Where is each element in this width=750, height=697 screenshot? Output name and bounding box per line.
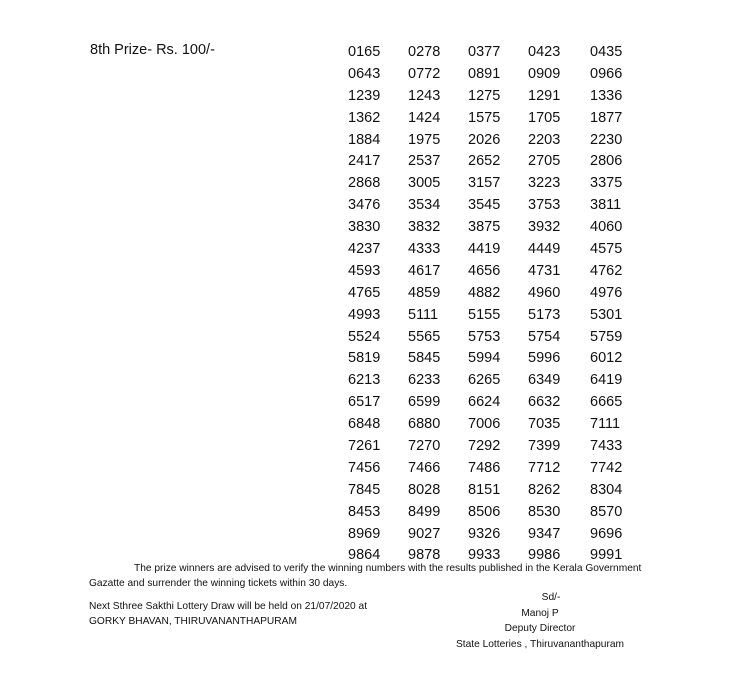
ticket-number: 7712 [528,459,561,476]
ticket-number: 3832 [408,219,441,236]
ticket-number: 5173 [528,306,561,323]
ticket-number: 0165 [348,44,381,60]
ticket-number: 3545 [468,197,501,214]
ticket-number: 8570 [590,503,623,520]
ticket-number: 3476 [348,197,381,214]
ticket-number: 5845 [408,350,441,367]
ticket-number: 1291 [528,87,561,104]
ticket-number: 6848 [348,416,381,433]
ticket-number: 0643 [348,65,381,82]
ticket-number: 0423 [528,44,561,60]
ticket-number: 4976 [590,284,623,301]
ticket-number: 2705 [528,153,561,170]
ticket-number: 7270 [408,438,441,455]
ticket-number: 5111 [408,306,439,323]
ticket-number: 8499 [408,503,441,520]
ticket-number: 7742 [590,459,623,476]
ticket-number: 0772 [408,65,441,82]
ticket-number: 5819 [348,350,381,367]
ticket-number: 6880 [408,416,441,433]
winners-advice [89,561,669,591]
next-draw-line-1: Next Sthree Sakthi Lottery Draw will be held on 21/07/2020 at [89,601,368,612]
ticket-number: 1975 [408,131,441,148]
ticket-number: 2417 [348,153,381,170]
ticket-number: 4765 [348,284,381,301]
ticket-number: 3223 [528,175,561,192]
next-draw-notice [89,600,367,629]
ticket-number: 0278 [408,44,441,60]
ticket-number: 9986 [528,547,561,564]
ticket-number: 7399 [528,438,561,455]
ticket-number: 1243 [408,87,441,104]
signature-block [440,590,640,652]
ticket-number: 0435 [590,44,623,60]
prize-title: 8th Prize- Rs. 100/- [90,42,215,58]
signature-name: Manoj P [521,607,559,619]
ticket-number: 7845 [348,481,381,498]
ticket-number: 4993 [348,306,381,323]
ticket-number: 6213 [348,372,381,389]
ticket-number: 9864 [348,547,381,564]
ticket-number: 4617 [408,262,441,279]
ticket-number: 4419 [468,241,501,258]
ticket-number: 1877 [590,109,623,126]
winning-numbers-grid [348,42,650,567]
ticket-number: 2868 [348,175,381,192]
ticket-number: 6349 [528,372,561,389]
ticket-number: 0909 [528,65,561,82]
ticket-number: 4593 [348,262,381,279]
ticket-number: 6624 [468,394,501,411]
ticket-number: 4731 [528,262,561,279]
ticket-number: 8969 [348,525,381,542]
ticket-number: 5524 [348,328,381,345]
ticket-number: 9326 [468,525,501,542]
ticket-number: 8262 [528,481,561,498]
ticket-number: 0377 [468,44,501,60]
ticket-number: 2230 [590,131,623,148]
ticket-number: 9991 [590,547,623,564]
ticket-number: 4575 [590,241,623,258]
signature-office: State Lotteries , Thiruvananthapuram [455,638,624,650]
ticket-number: 2652 [468,153,501,170]
ticket-number: 5753 [468,328,501,345]
ticket-number: 6419 [590,372,623,389]
ticket-number: 6599 [408,394,441,411]
ticket-number: 3932 [528,219,561,236]
ticket-number: 4656 [468,262,501,279]
ticket-number: 4762 [590,262,623,279]
ticket-number: 8304 [590,481,623,498]
ticket-number: 3753 [528,197,561,214]
ticket-number: 1705 [528,109,561,126]
ticket-number: 7006 [468,416,501,433]
ticket-number: 2806 [590,153,623,170]
ticket-number: 5301 [590,306,623,323]
ticket-number: 6665 [590,394,623,411]
ticket-number: 8506 [468,503,501,520]
ticket-number: 4333 [408,241,441,258]
ticket-number: 4060 [590,219,623,236]
ticket-number: 6517 [348,394,381,411]
ticket-number: 0966 [590,65,623,82]
next-draw-line-2: GORKY BHAVAN, THIRUVANANTHAPURAM [89,615,297,627]
ticket-number: 3875 [468,219,501,236]
ticket-number: 5759 [590,328,623,345]
ticket-number: 4237 [348,241,381,258]
ticket-number: 7456 [348,459,381,476]
ticket-number: 4449 [528,241,561,258]
ticket-number: 2537 [408,153,441,170]
ticket-number: 3375 [590,175,623,192]
signature-designation: Deputy Director [504,623,576,634]
ticket-number: 8530 [528,503,561,520]
ticket-number: 7486 [468,459,501,476]
ticket-number: 9878 [408,547,441,564]
ticket-number: 1336 [590,87,623,104]
ticket-number: 2203 [528,131,561,148]
ticket-number: 1275 [468,87,501,104]
ticket-number: 3830 [348,219,381,236]
advice-line-1: The prize winners are advised to verify the winning numbers with the results published in the Kerala Government [134,563,642,574]
ticket-number: 2026 [468,131,501,148]
ticket-number: 7466 [408,459,441,476]
ticket-number: 1362 [348,109,381,126]
ticket-number: 4859 [408,284,441,301]
ticket-number: 1575 [468,109,501,126]
ticket-number: 7111 [590,416,621,433]
ticket-number: 7433 [590,438,623,455]
ticket-number: 7261 [348,438,381,455]
ticket-number: 9933 [468,547,501,564]
ticket-number: 6012 [590,350,623,367]
ticket-number: 5996 [528,350,561,367]
ticket-number: 1239 [348,87,381,104]
ticket-number: 4882 [468,284,501,301]
ticket-number: 4960 [528,284,561,301]
ticket-number: 8028 [408,481,441,498]
ticket-number: 8151 [468,481,501,498]
ticket-number: 3157 [468,175,501,192]
ticket-number: 5754 [528,328,561,345]
advice-line-2: Gazatte and surrender the winning tickets within 30 days. [89,578,348,589]
ticket-number: 3005 [408,175,441,192]
ticket-number: 9696 [590,525,623,542]
ticket-number: 8453 [348,503,381,520]
ticket-number: 7035 [528,416,561,433]
ticket-number: 9347 [528,525,561,542]
ticket-number: 1424 [408,109,441,126]
ticket-number: 6632 [528,394,561,411]
ticket-number: 5155 [468,306,501,323]
ticket-number: 9027 [408,525,441,542]
ticket-number: 5565 [408,328,441,345]
ticket-number: 3534 [408,197,441,214]
ticket-number: 1884 [348,131,381,148]
ticket-number: 7292 [468,438,501,455]
signature-sd: Sd/- [541,592,561,603]
ticket-number: 6233 [408,372,441,389]
ticket-number: 6265 [468,372,501,389]
ticket-number: 0891 [468,65,501,82]
ticket-number: 5994 [468,350,501,367]
ticket-number: 3811 [590,197,622,214]
